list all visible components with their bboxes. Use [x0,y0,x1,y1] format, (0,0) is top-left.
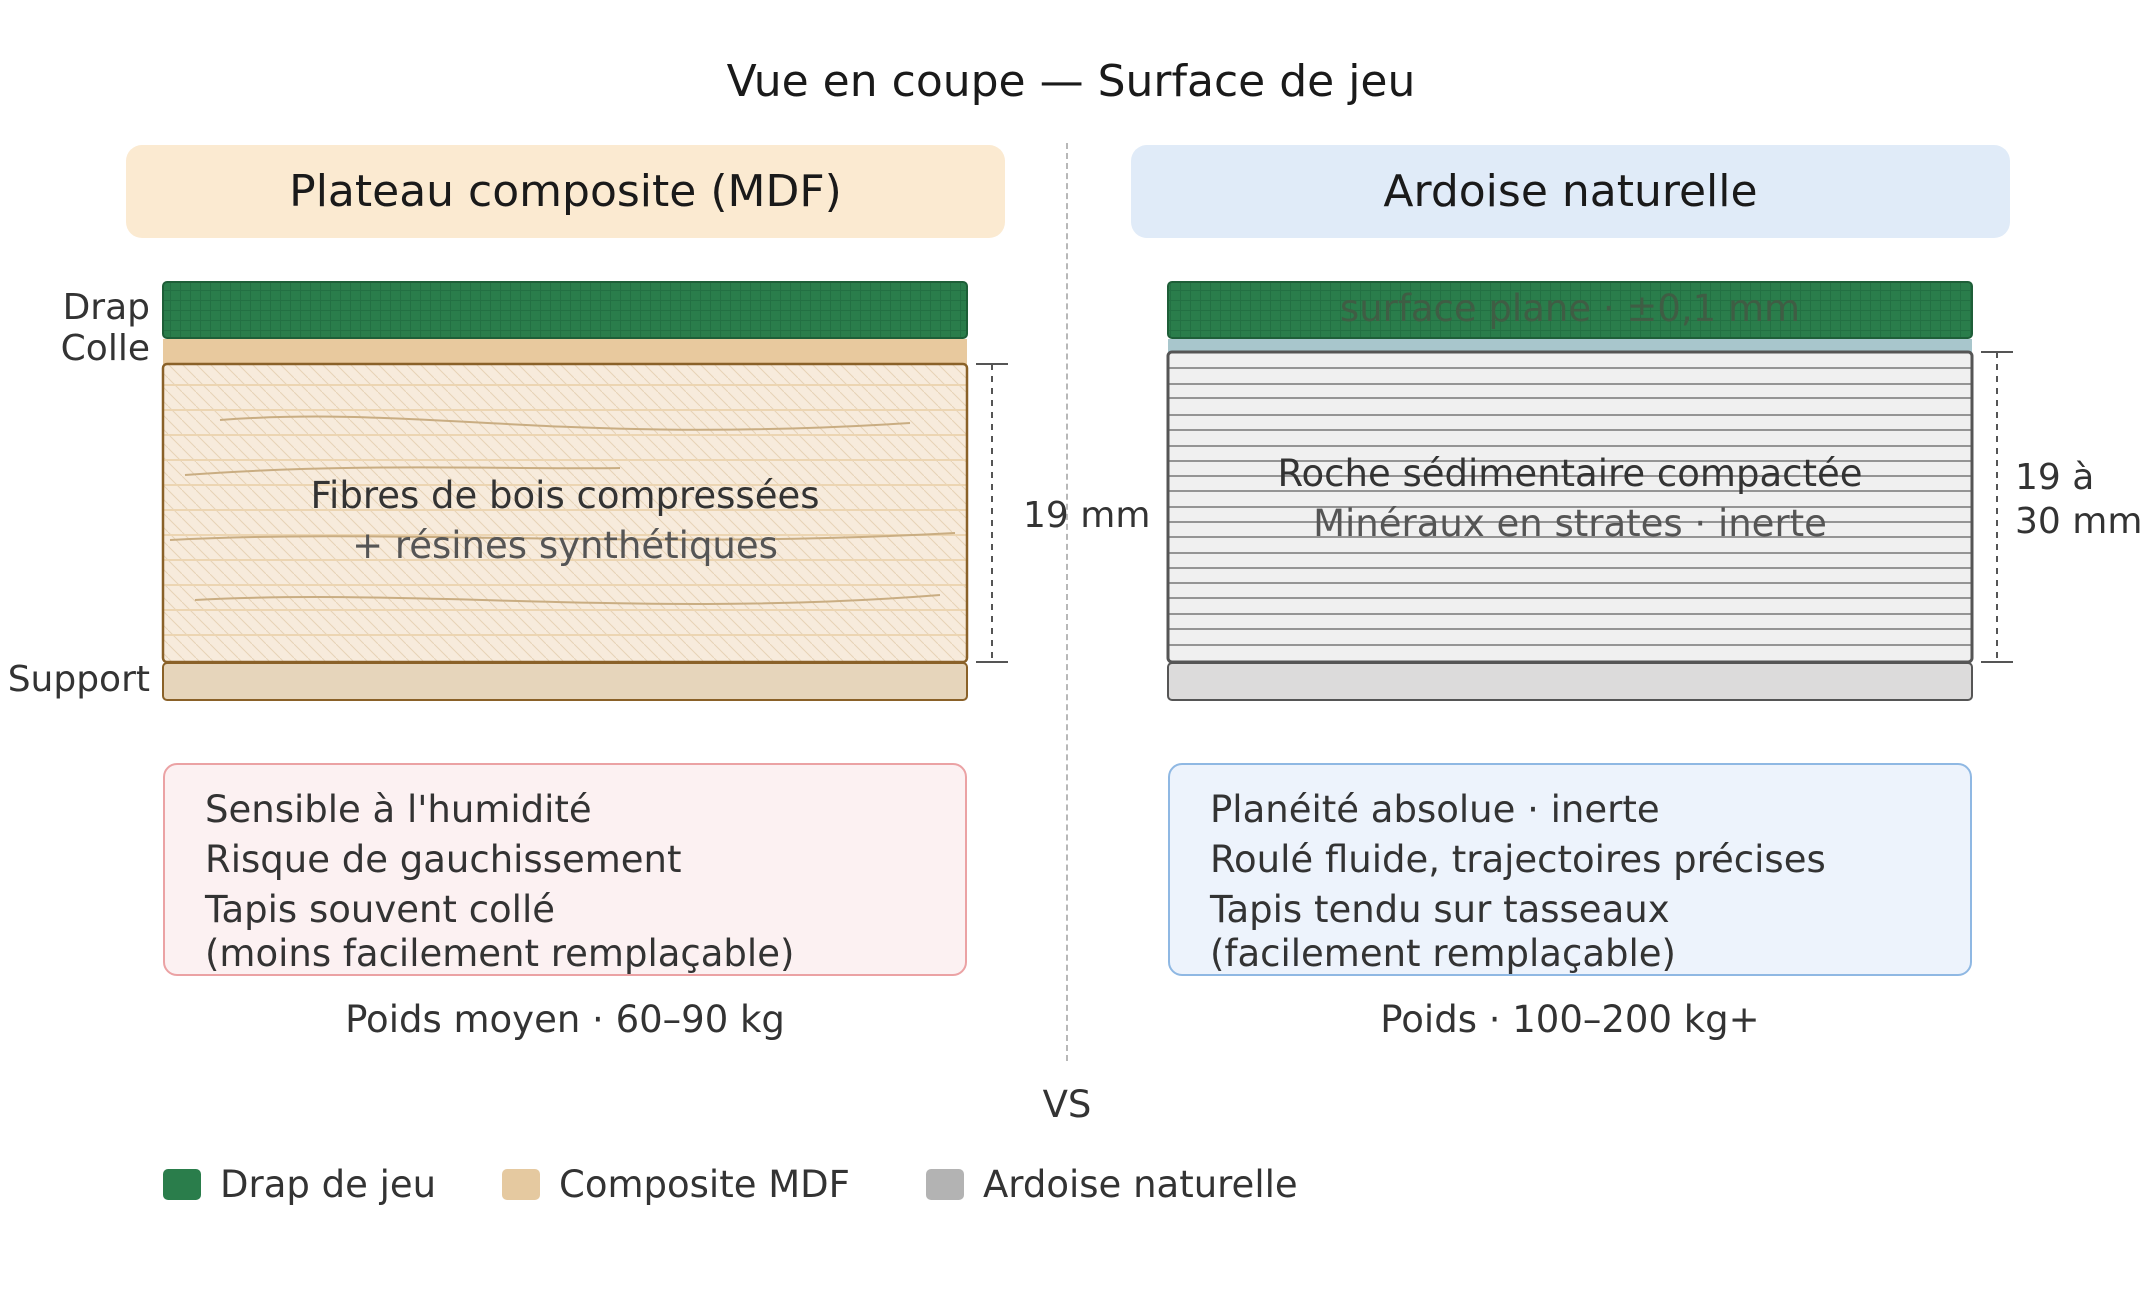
mdf-info-line: Risque de gauchissement [205,838,682,881]
legend-label-felt: Drap de jeu [220,1162,437,1206]
legend-item-slate [926,1162,1298,1206]
layer-label-drap: Drap [62,287,150,328]
mdf-info-box [163,763,967,976]
mdf-weight: Poids moyen · 60–90 kg [345,998,785,1041]
slate-info-line: (facilement remplaçable) [1210,932,1676,975]
slate-thickness-label-line-1: 19 à [2015,457,2095,498]
mdf-glue-layer [163,339,967,364]
legend-swatch-slate [926,1169,964,1200]
slate-info-line: Roulé fluide, trajectoires précises [1210,838,1826,881]
mdf-header-label: Plateau composite (MDF) [289,166,842,217]
slate-core-text-line-1: Roche sédimentaire compactée [1277,452,1863,495]
mdf-info-line: Sensible à l'humidité [205,788,592,831]
mdf-info-line: (moins facilement remplaçable) [205,932,795,975]
mdf-support-layer [163,663,967,700]
legend-label-mdf: Composite MDF [559,1162,850,1206]
legend-swatch-felt [163,1169,201,1200]
diagram-title: Vue en coupe — Surface de jeu [726,56,1416,107]
slate-surface-text: surface plane · ±0,1 mm [1339,287,1801,330]
slate-info-line: Tapis tendu sur tasseaux [1210,888,1670,931]
slate-thin-layer [1168,339,1972,352]
layer-label-colle: Colle [60,328,150,369]
vs-label: VS [1042,1083,1092,1126]
mdf-info-line: Tapis souvent collé [205,888,556,931]
slate-weight: Poids · 100–200 kg+ [1380,998,1760,1041]
slate-core-text-line-2: Minéraux en strates · inerte [1313,502,1827,545]
slate-thickness-bracket [1981,352,2013,662]
legend-swatch-mdf [502,1169,540,1200]
legend-item-mdf [502,1162,850,1206]
layer-label-support: Support [7,659,150,700]
slate-thickness-label-line-2: 30 mm [2015,501,2143,542]
mdf-thickness-label: 19 mm [1023,495,1151,536]
mdf-felt-layer [163,282,967,338]
mdf-thickness-bracket [976,364,1008,662]
slate-support-layer [1168,663,1972,700]
mdf-core-text-line-1: Fibres de bois compressées [310,474,820,517]
slate-header-label: Ardoise naturelle [1383,166,1758,217]
legend-label-slate: Ardoise naturelle [983,1162,1298,1206]
legend-item-felt [163,1162,436,1206]
slate-info-box [1168,763,1972,976]
mdf-core-text-line-2: + résines synthétiques [352,524,778,567]
slate-info-line: Planéité absolue · inerte [1210,788,1660,831]
